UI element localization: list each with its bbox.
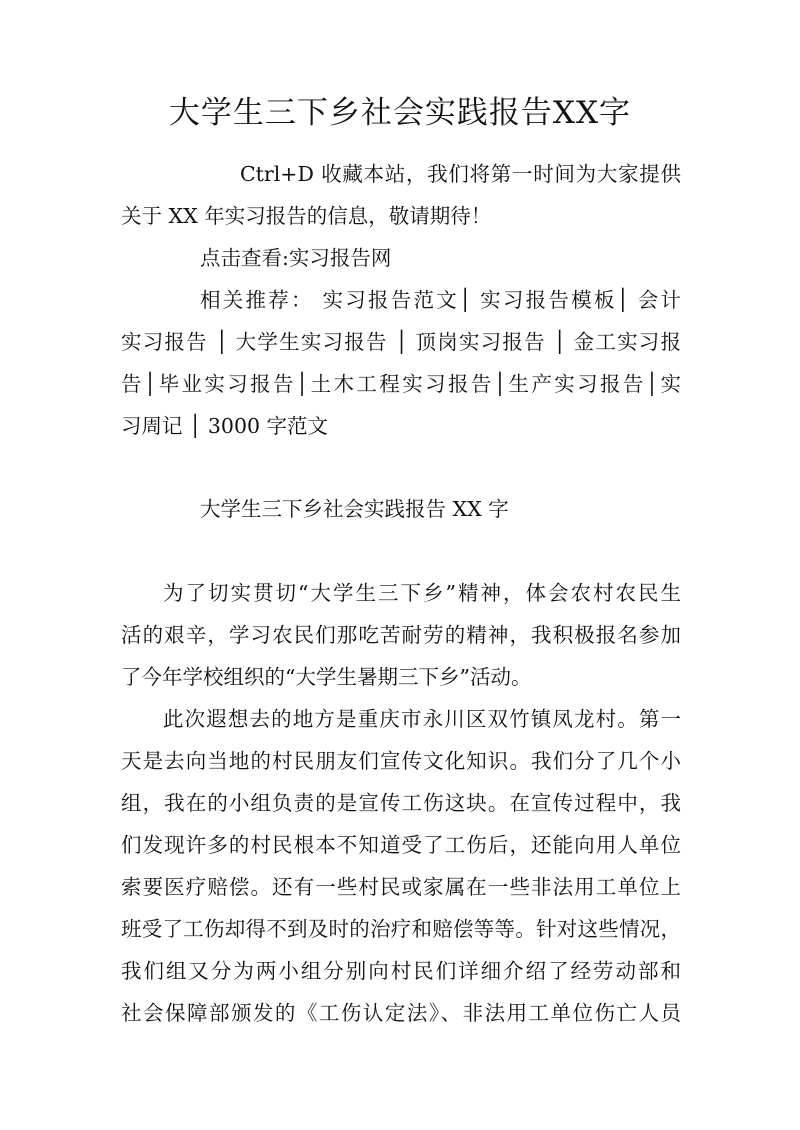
paragraph1-line-3: 了今年学校组织的“大学生暑期三下乡”活动。 (121, 665, 532, 689)
paragraph2-line-1: 此次遐想去的地方是重庆市永川区双竹镇凤龙村。第一 (163, 707, 681, 731)
intro-line-1: Ctrl+D 收藏本站，我们将第一时间为大家提供 (240, 162, 681, 186)
paragraph2-line-2: 天是去向当地的村民朋友们宣传文化知识。我们分了几个小 (121, 749, 681, 773)
section-subtitle: 大学生三下乡社会实践报告 XX 字 (200, 497, 509, 521)
paragraph2-line-8: 社会保障部颁发的《工伤认定法》、非法用工单位伤亡人员 (121, 1001, 681, 1025)
recommend-line-1[interactable]: 相关推荐： 实习报告范文│ 实习报告模板│ 会计 (200, 288, 681, 312)
paragraph2-line-6: 班受了工伤却得不到及时的治疗和赔偿等等。针对这些情况， (121, 917, 681, 941)
paragraph2-line-3: 组，我在的小组负责的是宣传工伤这块。在宣传过程中，我 (121, 791, 681, 815)
recommend-line-3[interactable]: 告│毕业实习报告│土木工程实习报告│生产实习报告│实 (121, 372, 681, 396)
recommend-line-4[interactable]: 习周记 │ 3000 字范文 (121, 414, 329, 438)
paragraph2-line-7: 我们组又分为两小组分别向村民们详细介绍了经劳动部和 (121, 959, 681, 983)
intro-line-2: 关于 XX 年实习报告的信息，敬请期待！ (121, 204, 492, 228)
recommend-line-2[interactable]: 实习报告 │ 大学生实习报告 │ 顶岗实习报告 │ 金工实习报 (121, 330, 681, 354)
paragraph2-line-4: 们发现许多的村民根本不知道受了工伤后，还能向用人单位 (121, 833, 681, 857)
document-title: 大学生三下乡社会实践报告XX字 (168, 95, 632, 131)
report-site-link[interactable]: 点击查看:实习报告网 (200, 246, 392, 270)
paragraph2-line-5: 索要医疗赔偿。还有一些村民或家属在一些非法用工单位上 (121, 875, 681, 899)
paragraph1-line-1: 为了切实贯切“大学生三下乡”精神，体会农村农民生 (163, 581, 681, 605)
paragraph1-line-2: 活的艰辛，学习农民们那吃苦耐劳的精神，我积极报名参加 (121, 623, 681, 647)
